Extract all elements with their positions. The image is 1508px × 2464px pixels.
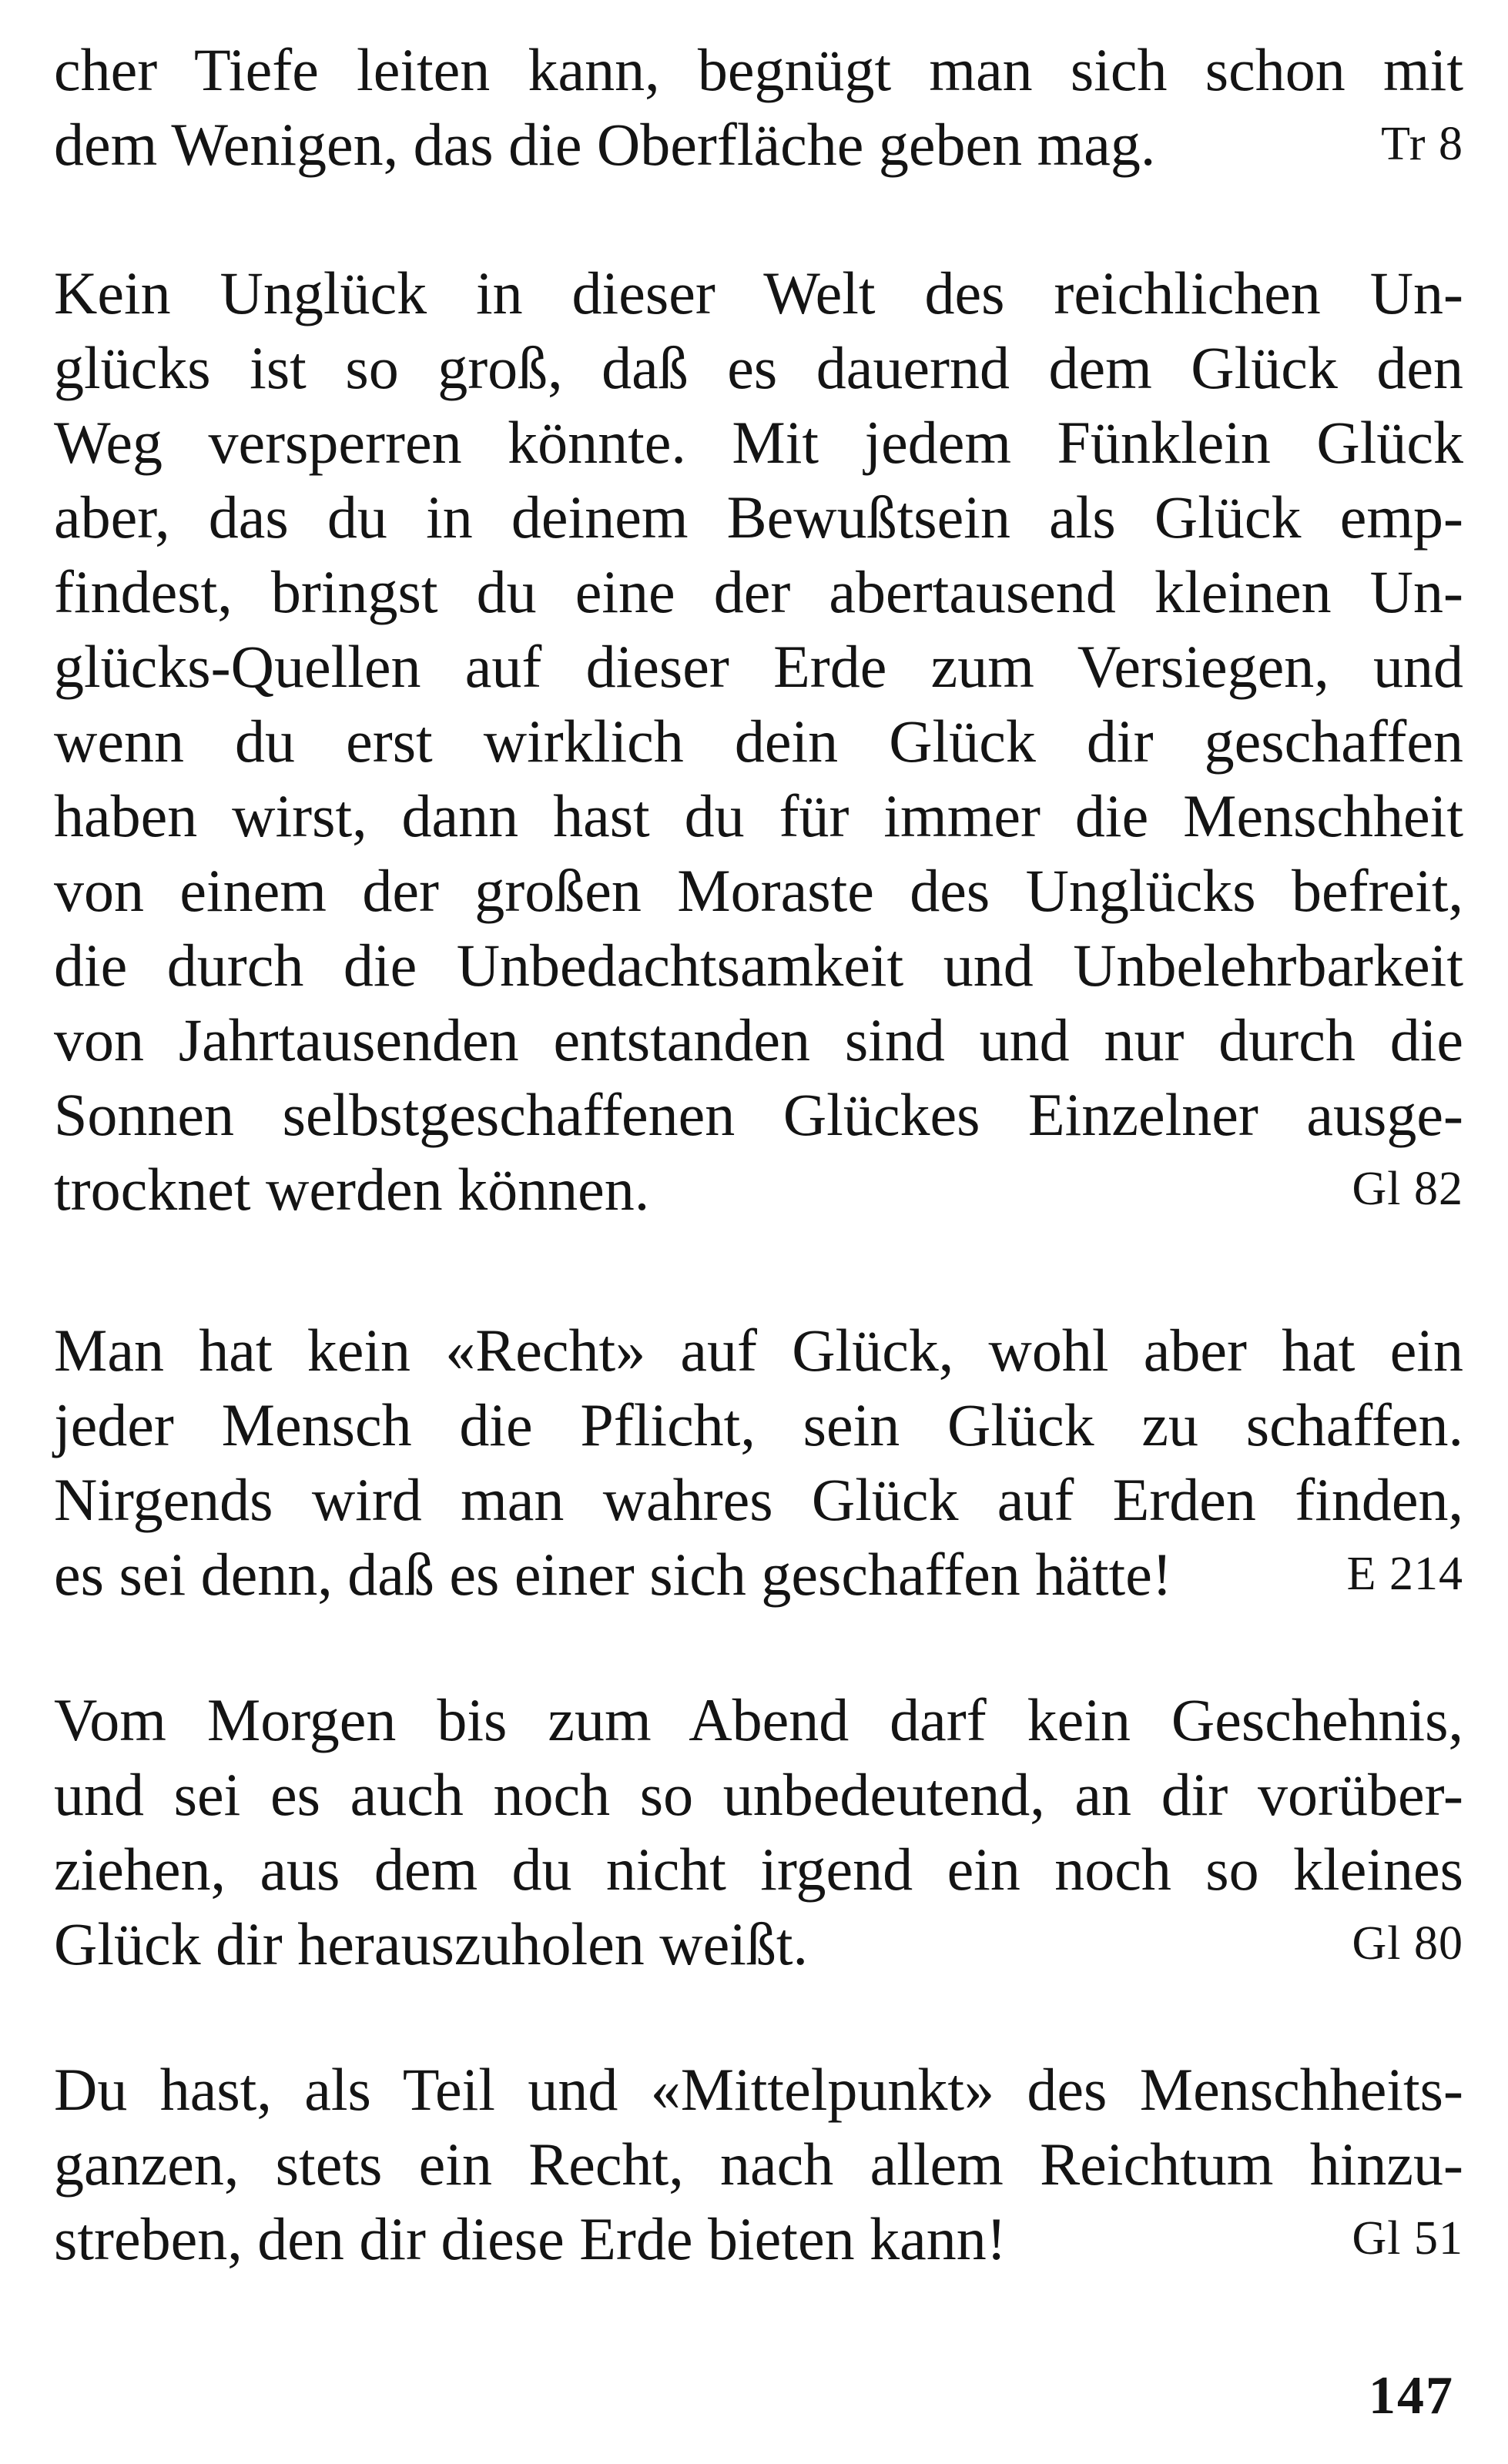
source-reference: Gl 80 [1352,1917,1463,1970]
text-line: aber, das du in deinem Bewußtsein als Glück emp- [54,484,1463,551]
text-line-last [54,2201,1463,2276]
text-line-last [54,1152,1463,1227]
text-line: Nirgends wird man wahres Glück auf Erden finden, [54,1466,1463,1533]
quote-paragraph-1 [54,32,1463,182]
text-line-last [54,1537,1463,1612]
text-line: ziehen, aus dem du nicht irgend ein noch so kleines [54,1836,1463,1903]
text-line: trocknet werden können. [54,1156,650,1223]
text-line: glücks-Quellen auf dieser Erde zum Versiegen, und [54,633,1463,700]
source-reference: Gl 82 [1352,1163,1463,1215]
quote-paragraph-2 [54,256,1463,1227]
text-line: wenn du erst wirklich dein Glück dir geschaffen [54,708,1463,775]
text-line-last [54,1907,1463,1981]
source-reference: E 214 [1346,1548,1463,1600]
quote-paragraph-5 [54,2052,1463,2276]
page-number: 147 [1369,2366,1454,2426]
text-line: Vom Morgen bis zum Abend darf kein Geschehnis, [54,1686,1463,1753]
text-line: haben wirst, dann hast du für immer die Menschheit [54,782,1463,849]
source-reference: Tr 8 [1381,118,1463,170]
text-line: die durch die Unbedachtsamkeit und Unbelehrbarkeit [54,932,1463,999]
text-line: glücks ist so groß, daß es dauernd dem Glück den [54,334,1463,401]
source-reference: Gl 51 [1352,2212,1463,2265]
text-line: Weg versperren könnte. Mit jedem Fünklein Glück [54,409,1463,476]
text-line: von Jahrtausenden entstanden sind und nur durch die [54,1006,1463,1073]
text-line: cher Tiefe leiten kann, begnügt man sich schon mit [54,36,1463,103]
text-line: Du hast, als Teil und «Mittelpunkt» des Menschheits- [54,2056,1463,2123]
text-line: Man hat kein «Recht» auf Glück, wohl aber hat ein [54,1317,1463,1384]
text-line: und sei es auch noch so unbedeutend, an dir vorüber- [54,1761,1463,1828]
text-line: findest, bringst du eine der abertausend kleinen Un- [54,558,1463,625]
text-line: dem Wenigen, das die Oberfläche geben mag. [54,111,1156,178]
quote-paragraph-4 [54,1682,1463,1981]
text-line-last [54,107,1463,182]
text-line: jeder Mensch die Pflicht, sein Glück zu schaffen. [54,1391,1463,1458]
text-line: ganzen, stets ein Recht, nach allem Reichtum hinzu- [54,2131,1463,2198]
text-line: Sonnen selbstgeschaffenen Glückes Einzelner ausge- [54,1081,1463,1148]
text-line: streben, den dir diese Erde bieten kann! [54,2205,1007,2272]
text-line: Kein Unglück in dieser Welt des reichlichen Un- [54,259,1463,326]
text-line: Glück dir herauszuholen weißt. [54,1910,809,1977]
text-line: es sei denn, daß es einer sich geschaffen hätte! [54,1541,1172,1608]
quote-paragraph-3 [54,1313,1463,1612]
text-line: von einem der großen Moraste des Unglücks befreit, [54,857,1463,924]
